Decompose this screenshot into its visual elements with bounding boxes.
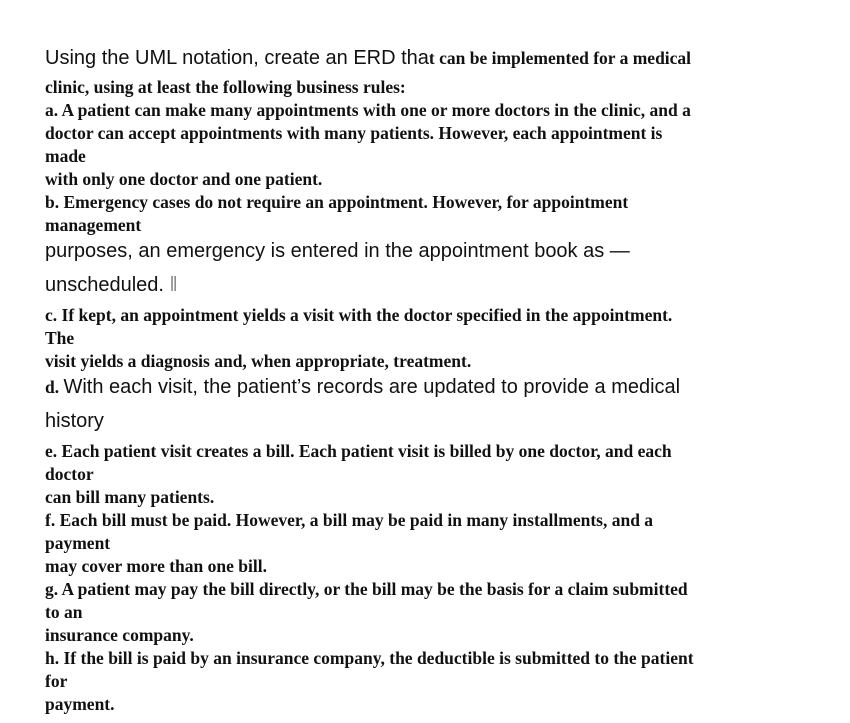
rule-e-line-1: e. Each patient visit creates a bill. Each patient visit is billed by one doctor, and each	[45, 441, 672, 461]
rule-a-line-3: made	[45, 146, 86, 166]
rule-h-line-2: for	[45, 671, 68, 691]
intro-line-1	[45, 48, 691, 68]
rule-b-unscheduled-text: unscheduled.	[45, 274, 170, 296]
rule-b-line-2: management	[45, 215, 142, 235]
rule-h-line-3: payment.	[45, 694, 115, 714]
rule-c-line-1: c. If kept, an appointment yields a visit with the doctor specified in the appointment.	[45, 305, 673, 325]
rule-g-line-3: insurance company.	[45, 625, 194, 645]
intro-line-2: clinic, using at least the following business rules:	[45, 77, 406, 97]
rule-g-line-1: g. A patient may pay the bill directly, or the bill may be the basis for a claim submitted	[45, 579, 688, 599]
intro-sans-text: Using the UML notation, create an ERD tha	[45, 47, 429, 69]
rule-e-line-2: doctor	[45, 464, 94, 484]
rule-f-line-3: may cover more than one bill.	[45, 556, 267, 576]
rule-b-quote-mark: ‖	[169, 274, 178, 296]
rule-b-line-1: b. Emergency cases do not require an appointment. However, for appointment	[45, 192, 629, 212]
rule-e-line-3: can bill many patients.	[45, 487, 215, 507]
rule-f-line-1: f. Each bill must be paid. However, a bill may be paid in many installments, and a	[45, 510, 654, 530]
rule-d-line-1	[45, 377, 680, 397]
rule-d-text: With each visit, the patient’s records are updated to provide a medical	[63, 376, 681, 398]
rule-a-line-1: a. A patient can make many appointments with one or more doctors in the clinic, and a	[45, 100, 691, 120]
rule-d-line-2: history	[45, 410, 104, 432]
rule-c-line-3: visit yields a diagnosis and, when appropriate, treatment.	[45, 351, 472, 371]
rule-d-prefix: d.	[45, 377, 64, 397]
rule-c-line-2: The	[45, 328, 75, 348]
rule-g-line-2: to an	[45, 602, 83, 622]
rule-b-line-3: purposes, an emergency is entered in the appointment book as ―	[45, 240, 630, 262]
rule-f-line-2: payment	[45, 533, 111, 553]
intro-serif-text: t can be implemented for a medical	[428, 48, 692, 68]
rule-a-line-2: doctor can accept appointments with many patients. However, each appointment is	[45, 123, 663, 143]
rule-h-line-1: h. If the bill is paid by an insurance company, the deductible is submitted to the patient	[45, 648, 694, 668]
rule-a-line-4: with only one doctor and one patient.	[45, 169, 323, 189]
rule-b-line-4	[45, 275, 178, 295]
